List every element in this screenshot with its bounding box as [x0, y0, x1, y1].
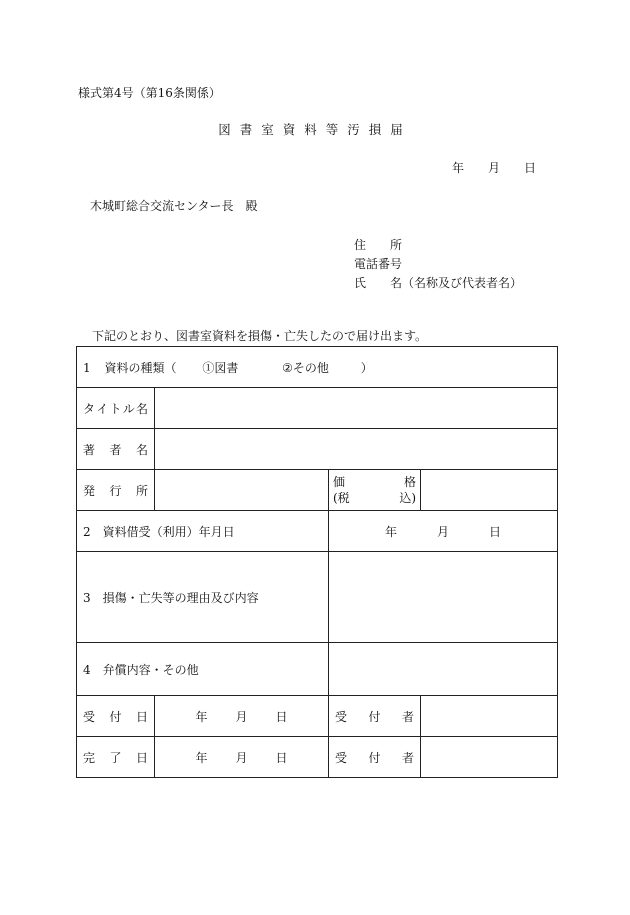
compensation-row — [77, 643, 558, 696]
received-date-field[interactable]: 年 月 日 — [155, 696, 329, 737]
price-label: 価 格 (税 込) — [329, 470, 421, 511]
month-label: 月 — [488, 161, 501, 175]
addressee-honorific: 殿 — [245, 199, 258, 213]
form-number: 様式第4号（第16条関係） — [78, 86, 221, 100]
completed-date-label: 完 了 日 — [77, 737, 155, 778]
received-date-label: 受 付 日 — [77, 696, 155, 737]
damage-report-table — [76, 346, 558, 778]
title-field[interactable] — [155, 388, 558, 429]
completed-person-label: 受 付 者 — [329, 737, 421, 778]
day-label: 日 — [524, 161, 537, 175]
received-person-label: 受 付 者 — [329, 696, 421, 737]
material-type-cell: 1 資料の種類（ ①図書 ②その他 ） — [77, 347, 558, 388]
reason-label: 3 損傷・亡失等の理由及び内容 — [77, 552, 329, 643]
author-row — [77, 429, 558, 470]
publisher-label: 発 行 所 — [77, 470, 155, 511]
applicant-block — [354, 236, 522, 293]
addressee — [90, 200, 258, 212]
author-label: 著 者 名 — [77, 429, 155, 470]
submission-date — [452, 162, 536, 174]
loan-date-label: 2 資料借受（利用）年月日 — [77, 511, 329, 552]
publisher-field[interactable] — [155, 470, 329, 511]
year-label: 年 — [452, 161, 465, 175]
option-other[interactable]: ②その他 — [282, 360, 329, 375]
loan-date-row — [77, 511, 558, 552]
completed-date-field[interactable]: 年 月 日 — [155, 737, 329, 778]
addressee-name: 木城町総合交流センター長 — [90, 199, 234, 213]
compensation-label: 4 弁償内容・その他 — [77, 643, 329, 696]
title-label: タ イ ト ル 名 — [77, 388, 155, 429]
author-field[interactable] — [155, 429, 558, 470]
intro-text: 下記のとおり、図書室資料を損傷・亡失したので届け出ます。 — [92, 329, 428, 343]
material-type-row — [77, 347, 558, 388]
compensation-field[interactable] — [329, 643, 558, 696]
received-person-field[interactable] — [421, 696, 558, 737]
name-label: 氏 名（名称及び代表者名） — [354, 276, 523, 290]
received-row — [77, 696, 558, 737]
option-book[interactable]: ①図書 — [202, 360, 239, 375]
document-title: 図書室資料等汚損届 — [218, 122, 412, 137]
loan-date-field[interactable]: 年 月 日 — [329, 511, 558, 552]
title-row — [77, 388, 558, 429]
address-label: 住 所 — [354, 238, 403, 252]
reason-row — [77, 552, 558, 643]
phone-label: 電話番号 — [354, 257, 403, 271]
publisher-price-row — [77, 470, 558, 511]
completed-row — [77, 737, 558, 778]
completed-person-field[interactable] — [421, 737, 558, 778]
reason-field[interactable] — [329, 552, 558, 643]
price-field[interactable] — [421, 470, 558, 511]
